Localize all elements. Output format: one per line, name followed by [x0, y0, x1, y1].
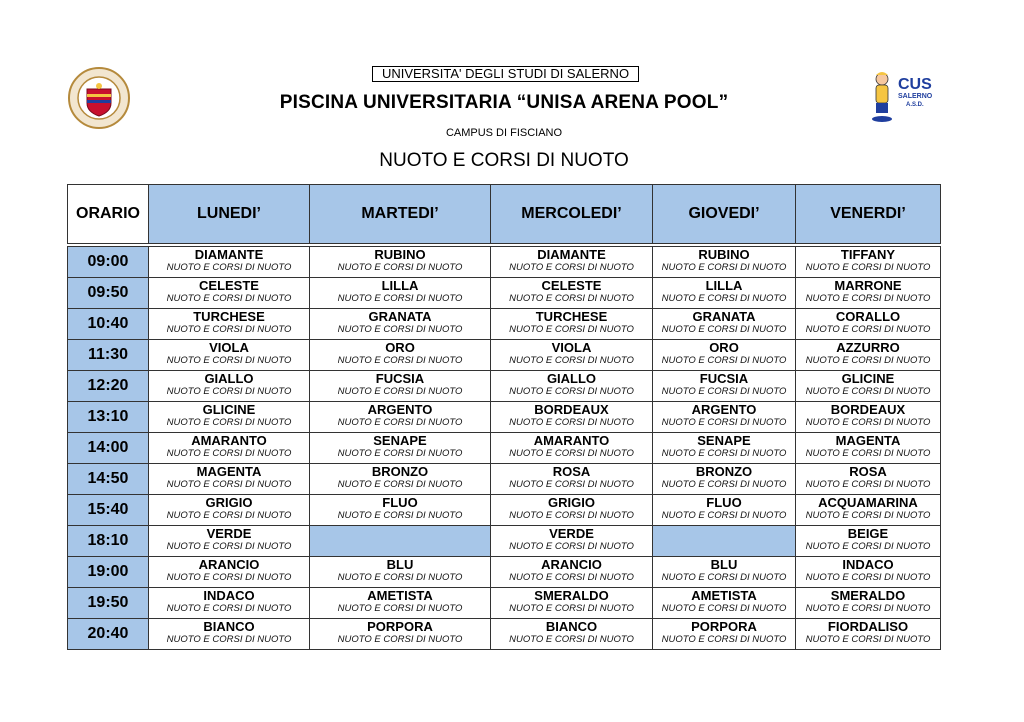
- course-name: ORO: [385, 340, 415, 355]
- cus-logo-sub2: A.S.D.: [906, 102, 924, 108]
- course-name: GLICINE: [202, 402, 256, 417]
- course-type: NUOTO E CORSI DI NUOTO: [509, 417, 634, 428]
- course-name: INDACO: [203, 588, 255, 603]
- time-cell: 19:00: [68, 557, 149, 588]
- table-row: [68, 309, 941, 340]
- course-name: BIANCO: [545, 619, 598, 634]
- course-type: NUOTO E CORSI DI NUOTO: [509, 386, 634, 397]
- course-name: VERDE: [549, 526, 594, 541]
- course-type: NUOTO E CORSI DI NUOTO: [166, 572, 292, 583]
- slot-cell-thursday: [653, 247, 796, 278]
- course-name: SMERALDO: [534, 588, 609, 603]
- page-title: PISCINA UNIVERSITARIA “UNISA ARENA POOL”: [279, 92, 729, 113]
- slot-cell-tuesday: [310, 495, 491, 526]
- course-type: NUOTO E CORSI DI NUOTO: [661, 479, 787, 490]
- time-cell: 09:50: [68, 278, 149, 309]
- slot-cell-tuesday: [310, 619, 491, 650]
- course-type: NUOTO E CORSI DI NUOTO: [166, 479, 292, 490]
- course-type: NUOTO E CORSI DI NUOTO: [805, 417, 931, 428]
- slot-cell-friday: [796, 309, 941, 340]
- course-type: NUOTO E CORSI DI NUOTO: [805, 324, 931, 335]
- course-type: NUOTO E CORSI DI NUOTO: [509, 262, 634, 273]
- course-name: BIANCO: [203, 619, 255, 634]
- table-row: [68, 247, 941, 278]
- slot-cell-friday: [796, 402, 941, 433]
- slot-cell-thursday: [653, 371, 796, 402]
- course-type: NUOTO E CORSI DI NUOTO: [509, 541, 634, 552]
- cus-logo-text: CUS: [898, 76, 932, 93]
- course-name: BORDEAUX: [830, 402, 906, 417]
- course-type: NUOTO E CORSI DI NUOTO: [661, 572, 787, 583]
- course-name: BRONZO: [695, 464, 753, 479]
- slot-cell-friday: [796, 464, 941, 495]
- course-type: NUOTO E CORSI DI NUOTO: [166, 541, 292, 552]
- course-type: NUOTO E CORSI DI NUOTO: [337, 448, 463, 459]
- time-cell: 14:00: [68, 433, 149, 464]
- time-cell: 09:00: [68, 247, 149, 278]
- time-cell: 12:20: [68, 371, 149, 402]
- course-name: GRANATA: [368, 309, 432, 324]
- course-name: BRONZO: [371, 464, 429, 479]
- time-cell: 11:30: [68, 340, 149, 371]
- course-type: NUOTO E CORSI DI NUOTO: [661, 355, 787, 366]
- course-type: NUOTO E CORSI DI NUOTO: [805, 541, 931, 552]
- slot-cell-monday: [149, 464, 310, 495]
- slot-cell-wednesday: [491, 402, 653, 433]
- slot-cell-wednesday: [491, 309, 653, 340]
- slot-cell-monday: [149, 433, 310, 464]
- table-header-row: [68, 185, 941, 244]
- course-name: SENAPE: [697, 433, 751, 448]
- slot-cell-tuesday: [310, 309, 491, 340]
- table-row: [68, 402, 941, 433]
- course-name: ROSA: [552, 464, 591, 479]
- course-name: FUCSIA: [699, 371, 749, 386]
- course-name: FLUO: [382, 495, 418, 510]
- table-row: [68, 340, 941, 371]
- course-name: AMETISTA: [691, 588, 757, 603]
- slot-cell-tuesday: [310, 464, 491, 495]
- slot-cell-monday: [149, 495, 310, 526]
- slot-cell-monday: [149, 526, 310, 557]
- table-row: [68, 278, 941, 309]
- slot-cell-thursday: [653, 526, 796, 557]
- course-name: GRANATA: [692, 309, 756, 324]
- course-type: NUOTO E CORSI DI NUOTO: [661, 417, 787, 428]
- course-name: TURCHESE: [193, 309, 265, 324]
- slot-cell-friday: [796, 495, 941, 526]
- course-name: AMARANTO: [191, 433, 267, 448]
- course-name: FUCSIA: [375, 371, 425, 386]
- slot-cell-monday: [149, 340, 310, 371]
- time-cell: 19:50: [68, 588, 149, 619]
- table-row: [68, 619, 941, 650]
- course-type: NUOTO E CORSI DI NUOTO: [166, 293, 292, 304]
- slot-cell-friday: [796, 278, 941, 309]
- time-cell: 20:40: [68, 619, 149, 650]
- course-type: NUOTO E CORSI DI NUOTO: [805, 634, 931, 645]
- slot-cell-friday: [796, 340, 941, 371]
- slot-cell-tuesday: [310, 402, 491, 433]
- slot-cell-tuesday: [310, 588, 491, 619]
- course-type: NUOTO E CORSI DI NUOTO: [509, 510, 634, 521]
- slot-cell-tuesday: [310, 278, 491, 309]
- course-type: NUOTO E CORSI DI NUOTO: [805, 386, 931, 397]
- table-row: [68, 495, 941, 526]
- course-name: CORALLO: [835, 309, 901, 324]
- course-name: SENAPE: [373, 433, 427, 448]
- course-type: NUOTO E CORSI DI NUOTO: [661, 603, 787, 614]
- slot-cell-friday: [796, 433, 941, 464]
- slot-cell-friday: [796, 557, 941, 588]
- course-type: NUOTO E CORSI DI NUOTO: [337, 262, 463, 273]
- course-name: ARGENTO: [691, 402, 757, 417]
- course-name: BLU: [386, 557, 414, 572]
- course-type: NUOTO E CORSI DI NUOTO: [166, 355, 292, 366]
- schedule-body: [68, 247, 941, 650]
- table-row: [68, 557, 941, 588]
- course-type: NUOTO E CORSI DI NUOTO: [509, 572, 634, 583]
- course-name: RUBINO: [374, 247, 426, 262]
- time-cell: 10:40: [68, 309, 149, 340]
- course-name: ARGENTO: [367, 402, 433, 417]
- course-type: NUOTO E CORSI DI NUOTO: [805, 355, 931, 366]
- slot-cell-friday: [796, 619, 941, 650]
- course-name: VIOLA: [209, 340, 249, 355]
- table-row: [68, 371, 941, 402]
- course-name: ORO: [709, 340, 739, 355]
- course-name: LILLA: [381, 278, 419, 293]
- course-name: SMERALDO: [830, 588, 906, 603]
- slot-cell-thursday: [653, 278, 796, 309]
- course-type: NUOTO E CORSI DI NUOTO: [337, 386, 463, 397]
- course-name: GIALLO: [546, 371, 597, 386]
- slot-cell-wednesday: [491, 433, 653, 464]
- page-subtitle: NUOTO E CORSI DI NUOTO: [379, 150, 629, 171]
- course-type: NUOTO E CORSI DI NUOTO: [661, 510, 787, 521]
- course-name: GLICINE: [841, 371, 895, 386]
- orario-header: ORARIO: [68, 185, 149, 244]
- course-name: RUBINO: [698, 247, 750, 262]
- slot-cell-thursday: [653, 619, 796, 650]
- course-type: NUOTO E CORSI DI NUOTO: [337, 634, 463, 645]
- course-name: INDACO: [842, 557, 894, 572]
- course-name: AMETISTA: [367, 588, 433, 603]
- course-name: AMARANTO: [533, 433, 610, 448]
- slot-cell-thursday: [653, 495, 796, 526]
- slot-cell-wednesday: [491, 371, 653, 402]
- slot-cell-tuesday: [310, 433, 491, 464]
- course-type: NUOTO E CORSI DI NUOTO: [509, 634, 634, 645]
- course-type: NUOTO E CORSI DI NUOTO: [337, 293, 463, 304]
- course-type: NUOTO E CORSI DI NUOTO: [661, 386, 787, 397]
- course-type: NUOTO E CORSI DI NUOTO: [805, 510, 931, 521]
- slot-cell-thursday: [653, 557, 796, 588]
- course-type: NUOTO E CORSI DI NUOTO: [337, 417, 463, 428]
- course-name: BEIGE: [847, 526, 889, 541]
- day-header-tuesday: MARTEDI’: [310, 185, 491, 244]
- slot-cell-wednesday: [491, 526, 653, 557]
- day-header-monday: LUNEDI’: [149, 185, 310, 244]
- slot-cell-tuesday: [310, 340, 491, 371]
- slot-cell-monday: [149, 402, 310, 433]
- course-name: ARANCIO: [541, 557, 602, 572]
- course-name: GRIGIO: [548, 495, 595, 510]
- slot-cell-thursday: [653, 402, 796, 433]
- slot-cell-tuesday: [310, 557, 491, 588]
- course-type: NUOTO E CORSI DI NUOTO: [805, 603, 931, 614]
- slot-cell-monday: [149, 309, 310, 340]
- slot-cell-tuesday: [310, 247, 491, 278]
- day-header-thursday: GIOVEDI’: [653, 185, 796, 244]
- course-type: NUOTO E CORSI DI NUOTO: [661, 293, 787, 304]
- course-type: NUOTO E CORSI DI NUOTO: [166, 603, 292, 614]
- university-name: UNIVERSITA' DEGLI STUDI DI SALERNO: [372, 66, 639, 82]
- slot-cell-friday: [796, 526, 941, 557]
- course-type: NUOTO E CORSI DI NUOTO: [509, 603, 634, 614]
- time-cell: 13:10: [68, 402, 149, 433]
- course-type: NUOTO E CORSI DI NUOTO: [509, 479, 634, 490]
- course-name: MAGENTA: [196, 464, 262, 479]
- table-row: [68, 588, 941, 619]
- course-name: AZZURRO: [836, 340, 900, 355]
- course-name: PORPORA: [691, 619, 757, 634]
- course-type: NUOTO E CORSI DI NUOTO: [509, 324, 634, 335]
- course-type: NUOTO E CORSI DI NUOTO: [509, 448, 634, 459]
- course-type: NUOTO E CORSI DI NUOTO: [661, 262, 787, 273]
- course-type: NUOTO E CORSI DI NUOTO: [166, 262, 292, 273]
- cus-logo-sub1: SALERNO: [898, 93, 933, 100]
- slot-cell-monday: [149, 247, 310, 278]
- course-type: NUOTO E CORSI DI NUOTO: [337, 572, 463, 583]
- course-type: NUOTO E CORSI DI NUOTO: [337, 355, 463, 366]
- course-type: NUOTO E CORSI DI NUOTO: [166, 417, 292, 428]
- slot-cell-monday: [149, 619, 310, 650]
- time-cell: 14:50: [68, 464, 149, 495]
- slot-cell-wednesday: [491, 340, 653, 371]
- day-header-wednesday: MERCOLEDI’: [491, 185, 653, 244]
- slot-cell-thursday: [653, 464, 796, 495]
- table-row: [68, 433, 941, 464]
- slot-cell-monday: [149, 371, 310, 402]
- course-name: VIOLA: [551, 340, 592, 355]
- course-type: NUOTO E CORSI DI NUOTO: [805, 479, 931, 490]
- course-name: MARRONE: [834, 278, 902, 293]
- course-name: BLU: [710, 557, 738, 572]
- schedule-table: [67, 184, 941, 650]
- day-header-friday: VENERDI’: [796, 185, 941, 244]
- slot-cell-wednesday: [491, 278, 653, 309]
- time-cell: 15:40: [68, 495, 149, 526]
- course-name: ROSA: [849, 464, 887, 479]
- course-name: MAGENTA: [835, 433, 901, 448]
- slot-cell-tuesday: [310, 526, 491, 557]
- table-row: [68, 464, 941, 495]
- course-name: ARANCIO: [198, 557, 260, 572]
- course-type: NUOTO E CORSI DI NUOTO: [661, 324, 787, 335]
- table-row: [68, 526, 941, 557]
- slot-cell-wednesday: [491, 247, 653, 278]
- slot-cell-wednesday: [491, 495, 653, 526]
- course-type: NUOTO E CORSI DI NUOTO: [166, 634, 292, 645]
- slot-cell-thursday: [653, 588, 796, 619]
- course-name: GIALLO: [204, 371, 254, 386]
- course-type: NUOTO E CORSI DI NUOTO: [805, 448, 931, 459]
- slot-cell-monday: [149, 557, 310, 588]
- course-name: PORPORA: [367, 619, 433, 634]
- course-name: FLUO: [706, 495, 742, 510]
- slot-cell-wednesday: [491, 619, 653, 650]
- campus-label: CAMPUS DI FISCIANO: [445, 127, 563, 139]
- course-name: BORDEAUX: [534, 402, 609, 417]
- time-cell: 18:10: [68, 526, 149, 557]
- course-name: GRIGIO: [205, 495, 253, 510]
- course-type: NUOTO E CORSI DI NUOTO: [805, 262, 931, 273]
- course-type: NUOTO E CORSI DI NUOTO: [661, 448, 787, 459]
- slot-cell-wednesday: [491, 588, 653, 619]
- slot-cell-friday: [796, 247, 941, 278]
- course-name: TURCHESE: [535, 309, 608, 324]
- slot-cell-tuesday: [310, 371, 491, 402]
- course-type: NUOTO E CORSI DI NUOTO: [166, 386, 292, 397]
- slot-cell-monday: [149, 278, 310, 309]
- course-type: NUOTO E CORSI DI NUOTO: [337, 603, 463, 614]
- slot-cell-thursday: [653, 340, 796, 371]
- slot-cell-wednesday: [491, 557, 653, 588]
- course-type: NUOTO E CORSI DI NUOTO: [509, 355, 634, 366]
- course-type: NUOTO E CORSI DI NUOTO: [166, 510, 292, 521]
- course-name: FIORDALISO: [827, 619, 909, 634]
- course-type: NUOTO E CORSI DI NUOTO: [805, 572, 931, 583]
- course-type: NUOTO E CORSI DI NUOTO: [509, 293, 634, 304]
- course-name: DIAMANTE: [537, 247, 606, 262]
- slot-cell-thursday: [653, 433, 796, 464]
- course-name: CELESTE: [199, 278, 259, 293]
- course-name: ACQUAMARINA: [818, 495, 918, 510]
- course-type: NUOTO E CORSI DI NUOTO: [661, 634, 787, 645]
- course-type: NUOTO E CORSI DI NUOTO: [337, 479, 463, 490]
- course-type: NUOTO E CORSI DI NUOTO: [805, 293, 931, 304]
- slot-cell-thursday: [653, 309, 796, 340]
- course-type: NUOTO E CORSI DI NUOTO: [337, 510, 463, 521]
- course-name: VERDE: [206, 526, 252, 541]
- course-type: NUOTO E CORSI DI NUOTO: [166, 448, 292, 459]
- slot-cell-friday: [796, 588, 941, 619]
- course-name: CELESTE: [541, 278, 602, 293]
- course-name: LILLA: [705, 278, 743, 293]
- slot-cell-monday: [149, 588, 310, 619]
- slot-cell-friday: [796, 371, 941, 402]
- slot-cell-wednesday: [491, 464, 653, 495]
- course-name: DIAMANTE: [194, 247, 264, 262]
- course-name: TIFFANY: [840, 247, 896, 262]
- course-type: NUOTO E CORSI DI NUOTO: [166, 324, 292, 335]
- course-type: NUOTO E CORSI DI NUOTO: [337, 324, 463, 335]
